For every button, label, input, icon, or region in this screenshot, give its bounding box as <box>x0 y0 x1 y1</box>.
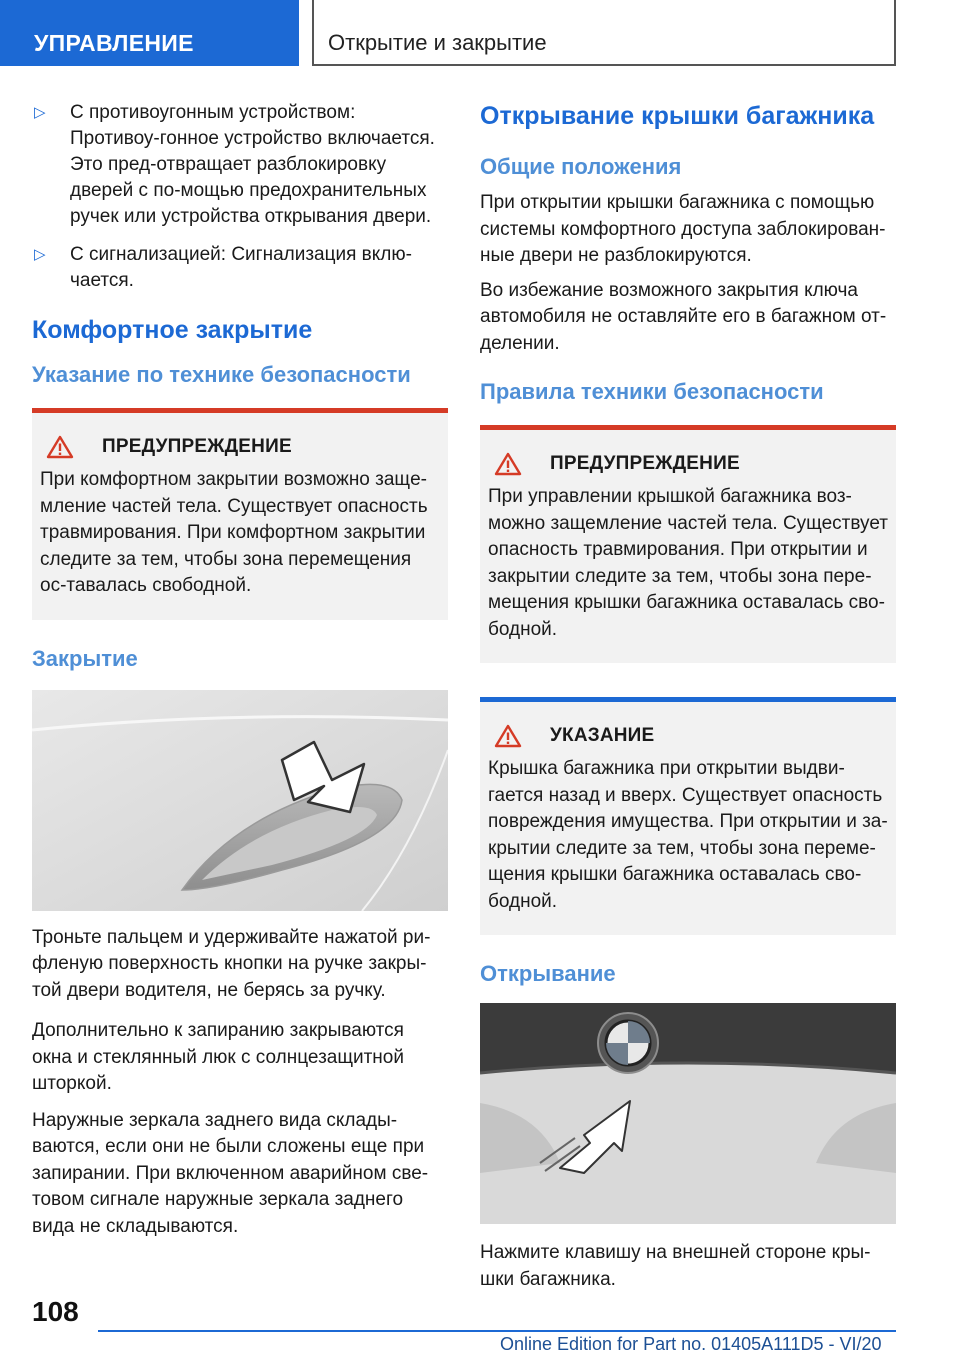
subsection-title-safety-rules: Правила техники безопасности <box>480 379 824 404</box>
warning-header <box>488 452 888 476</box>
list-item <box>32 100 448 230</box>
paragraph: Троньте пальцем и удерживайте нажатой ри‐фленую поверхность кнопки на ручке закры‐той двери водителя, не берясь за ручку. <box>32 926 431 1001</box>
section-title-trunk-opening: Открывание крышки багажника <box>480 102 875 130</box>
paragraph: Во избежание возможного закрытия ключа автомобиля не оставляйте его в багажном от‐делении. <box>480 279 887 354</box>
warning-text: При управлении крышкой багажника воз‐можно защемление частей тела. Существует опасность травмирования. При открытии и закрытии следите за тем, чтобы зона пере‐мещения крышки багажника оставалась сво‐бодной. <box>488 486 888 640</box>
list-item <box>32 242 448 294</box>
subsection-title-general: Общие положения <box>480 154 682 179</box>
right-column <box>480 100 896 1293</box>
warning-triangle-icon <box>494 452 522 476</box>
left-column <box>32 100 448 1240</box>
triangle-bullet-icon: ▷ <box>34 246 46 263</box>
note-label: УКАЗАНИЕ <box>550 725 655 746</box>
subsection-title-closing: Закрытие <box>32 645 138 671</box>
warning-text: При комфортном закрытии возможно защe‐мление частей тела. Существует опасность травмирования. При комфортном закрытии следите за тем, чтобы зона перемещения ос‐тавалась свободной. <box>40 469 428 596</box>
list-item-text: С сигнализацией: Сигнализация вклю‐чается. <box>70 244 412 291</box>
trunk-button-illustration <box>480 1003 896 1224</box>
warning-box <box>480 425 896 663</box>
door-handle-illustration <box>32 690 448 911</box>
trunk-button-image <box>480 1003 896 1224</box>
page-number: 108 <box>32 1296 79 1327</box>
paragraph: Дополнительно к запиранию закрываются окна и стеклянный люк с солнцезащитной шторкой. <box>32 1020 404 1094</box>
footer-divider <box>98 1330 896 1332</box>
note-text: Крышка багажника при открытии выдви‐гается назад и вверх. Существует опасность повреждения имущества. При открытии и за‐крытии следите за тем, чтобы зона переме‐щения крышки багажника оставалась сво‐бодной. <box>488 758 888 912</box>
footer-edition: Online Edition for Part no. 01405A111D5 - VI/20 <box>500 1334 882 1354</box>
warning-triangle-icon <box>46 435 74 459</box>
section-title-comfort-closing: Комфортное закрытие <box>32 316 313 344</box>
list-item-text: С противоугонным устройством: Противоу‐гонное устройство включается. Это пред‐отвращает разблокировку дверей с по‐мощью предохранительных ручек или устройства открывания двери. <box>70 102 435 227</box>
warning-label: ПРЕДУПРЕЖДЕНИЕ <box>102 436 292 457</box>
subsection-title-safety: Указание по технике безопасности <box>32 362 411 387</box>
paragraph: Нажмите клавишу на внешней стороне кры‐шки багажника. <box>480 1242 871 1290</box>
warning-box <box>32 408 448 620</box>
subsection-title-opening: Открывание <box>480 961 616 986</box>
warning-header <box>40 435 440 459</box>
triangle-bullet-icon: ▷ <box>34 104 46 121</box>
caution-triangle-icon <box>494 724 522 748</box>
warning-label: ПРЕДУПРЕЖДЕНИЕ <box>550 453 740 474</box>
paragraph: Наружные зеркала заднего вида склады‐ваются, если они не были сложены еще при запирании. При включенном аварийном све‐товом сигнале наружные зеркала заднего вида не складываются. <box>32 1109 429 1237</box>
note-box <box>480 697 896 935</box>
note-header <box>488 724 888 748</box>
page-header <box>0 0 960 66</box>
paragraph: При открытии крышки багажника с помощью системы комфортного доступа заблокирован‐ные двери не разблокируются. <box>480 192 886 266</box>
section-header-title: Открытие и закрытие <box>312 0 896 66</box>
door-handle-image <box>32 690 448 911</box>
chapter-label: УПРАВЛЕНИЕ <box>0 0 299 66</box>
